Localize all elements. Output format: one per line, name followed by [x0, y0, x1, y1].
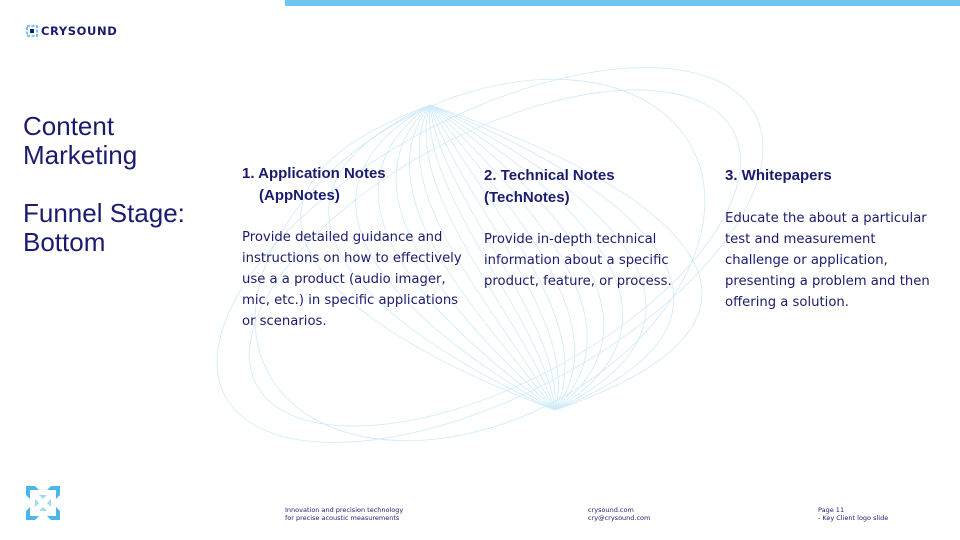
footer-logo-icon [26, 486, 60, 520]
column-heading: 3. Whitepapers [725, 167, 832, 184]
footer-tagline: Innovation and precision technology for precise acoustic measurements [285, 506, 404, 522]
column-technical-notes [484, 165, 702, 292]
column-body: Educate the about a particular test and measurement challenge or application, presenting a problem and then offering a solution. [725, 211, 930, 310]
page-number: Page 11 [818, 506, 845, 514]
title-line-2: Marketing [23, 140, 138, 170]
column-heading: 1. Application Notes (AppNotes) [242, 165, 386, 204]
footer-page-info [818, 506, 888, 522]
column-body: Provide detailed guidance and instructions on how to effectively use a a product (audio imager, mic, etc.) in specific applications or scenarios. [242, 230, 462, 329]
slide-note: - Key Client logo slide [818, 514, 889, 522]
column-heading: 2. Technical Notes (TechNotes) [484, 167, 615, 206]
brand-name: CRYSOUND [41, 24, 118, 38]
title-line-3: Funnel Stage: [23, 198, 185, 228]
email-link[interactable]: cry@crysound.com [588, 514, 651, 522]
footer-contact [588, 506, 650, 522]
column-application-notes [242, 163, 467, 332]
column-body: Provide in-depth technical information about a specific product, feature, or process. [484, 232, 672, 289]
page-title [23, 112, 223, 257]
title-line-1: Content [23, 111, 115, 141]
title-line-4: Bottom [23, 227, 106, 257]
column-whitepapers [725, 165, 935, 313]
website-link[interactable]: crysound.com [588, 506, 634, 514]
